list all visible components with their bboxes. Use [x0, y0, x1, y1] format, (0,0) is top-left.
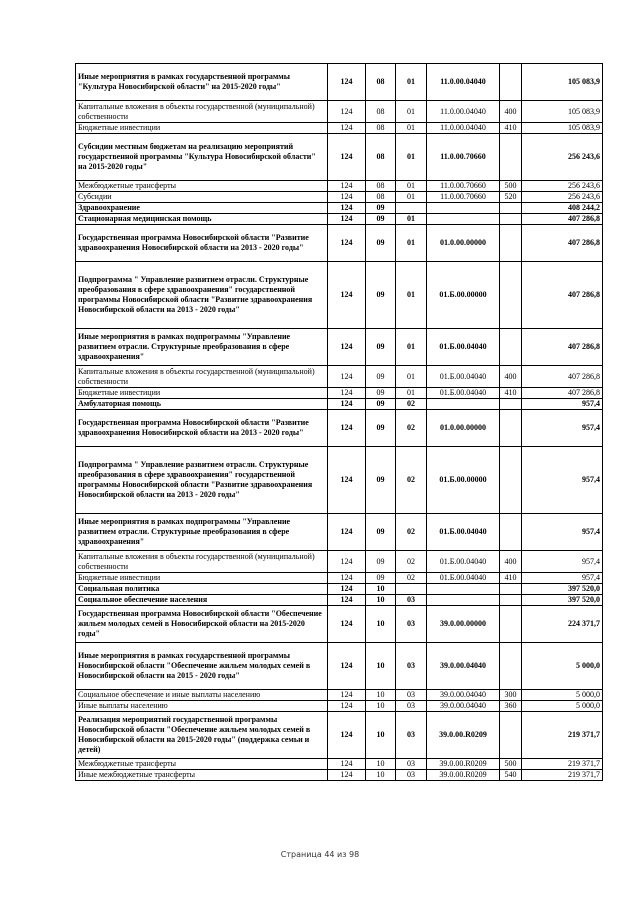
table-row: [76, 329, 603, 366]
row-pr-code: 03: [396, 606, 427, 643]
row-gr-code: 124: [328, 447, 366, 514]
row-amount: 407 286,8: [522, 366, 603, 388]
row-vr-code: [500, 410, 522, 447]
row-vr-code: 300: [500, 690, 522, 701]
row-vr-code: [500, 329, 522, 366]
row-pr-code: [396, 203, 427, 214]
table-row: [76, 770, 603, 781]
row-amount: 224 371,7: [522, 606, 603, 643]
row-rz-code: 09: [366, 366, 396, 388]
row-rz-code: 10: [366, 595, 396, 606]
table-row: [76, 606, 603, 643]
row-rz-code: 09: [366, 514, 396, 551]
row-gr-code: 124: [328, 759, 366, 770]
row-gr-code: 124: [328, 399, 366, 410]
row-amount: 957,4: [522, 573, 603, 584]
row-name: Социальное обеспечение населения: [76, 595, 328, 606]
row-gr-code: 124: [328, 606, 366, 643]
row-pr-code: 01: [396, 101, 427, 123]
row-csr-code: 01.Б.00.04040: [427, 388, 500, 399]
row-vr-code: [500, 399, 522, 410]
row-gr-code: 124: [328, 329, 366, 366]
row-csr-code: 11.0.00.04040: [427, 101, 500, 123]
table-row: [76, 262, 603, 329]
row-vr-code: [500, 64, 522, 101]
row-csr-code: 39.0.00.04040: [427, 643, 500, 690]
row-name: Иные межбюджетные трансферты: [76, 770, 328, 781]
budget-table: [75, 63, 603, 781]
row-gr-code: 124: [328, 584, 366, 595]
table-row: [76, 123, 603, 134]
row-csr-code: 01.0.00.00000: [427, 410, 500, 447]
row-gr-code: 124: [328, 551, 366, 573]
row-gr-code: 124: [328, 770, 366, 781]
row-rz-code: 09: [366, 399, 396, 410]
row-rz-code: 09: [366, 573, 396, 584]
row-rz-code: 09: [366, 388, 396, 399]
row-vr-code: [500, 262, 522, 329]
row-name: Государственная программа Новосибирской области "Развитие здравоохранения Новосибирской области на 2013 - 2020 годы": [76, 225, 328, 262]
row-amount: 219 371,7: [522, 770, 603, 781]
row-vr-code: [500, 203, 522, 214]
table-row: [76, 690, 603, 701]
row-name: Иные мероприятия в рамках государственной программы "Культура Новосибирской области" на 2015-2020 годы": [76, 64, 328, 101]
row-amount: 407 286,8: [522, 388, 603, 399]
row-pr-code: 01: [396, 64, 427, 101]
row-name: Бюджетные инвестиции: [76, 123, 328, 134]
row-amount: 957,4: [522, 399, 603, 410]
row-csr-code: 39.0.00.04040: [427, 690, 500, 701]
row-pr-code: 02: [396, 573, 427, 584]
table-row: [76, 192, 603, 203]
row-rz-code: 10: [366, 584, 396, 595]
row-csr-code: 39.0.00.04040: [427, 701, 500, 712]
row-pr-code: 01: [396, 181, 427, 192]
table-row: [76, 551, 603, 573]
row-vr-code: 500: [500, 181, 522, 192]
row-rz-code: 09: [366, 329, 396, 366]
table-row: [76, 366, 603, 388]
row-rz-code: 10: [366, 759, 396, 770]
row-rz-code: 10: [366, 701, 396, 712]
row-name: Иные мероприятия в рамках подпрограммы "Управление развитием отрасли. Структурные преобразования в сфере здравоохранения": [76, 514, 328, 551]
table-row: [76, 595, 603, 606]
row-rz-code: 08: [366, 192, 396, 203]
table-row: [76, 101, 603, 123]
table-row: [76, 64, 603, 101]
row-gr-code: 124: [328, 225, 366, 262]
row-amount: 397 520,0: [522, 584, 603, 595]
row-rz-code: 08: [366, 64, 396, 101]
row-csr-code: 11.0.00.70660: [427, 192, 500, 203]
page-footer: Страница 44 из 98: [280, 850, 360, 859]
row-amount: 407 286,8: [522, 214, 603, 225]
row-rz-code: 09: [366, 214, 396, 225]
row-amount: 407 286,8: [522, 225, 603, 262]
table-row: [76, 712, 603, 759]
row-vr-code: 540: [500, 770, 522, 781]
row-name: Иные мероприятия в рамках государственной программы Новосибирской области "Обеспечение жильем молодых семей в Новосибирской области на 2015 - 2020 годы": [76, 643, 328, 690]
row-csr-code: 11.0.00.04040: [427, 123, 500, 134]
row-gr-code: 124: [328, 690, 366, 701]
row-csr-code: [427, 595, 500, 606]
row-name: Бюджетные инвестиции: [76, 388, 328, 399]
row-vr-code: [500, 447, 522, 514]
row-amount: 256 243,6: [522, 192, 603, 203]
row-csr-code: 39.0.00.R0209: [427, 712, 500, 759]
row-rz-code: 10: [366, 712, 396, 759]
row-name: Здравоохранение: [76, 203, 328, 214]
row-gr-code: 124: [328, 514, 366, 551]
table-row: [76, 573, 603, 584]
row-pr-code: 02: [396, 399, 427, 410]
table-row: [76, 514, 603, 551]
row-csr-code: 39.0.00.R0209: [427, 770, 500, 781]
row-rz-code: 10: [366, 690, 396, 701]
row-pr-code: 03: [396, 712, 427, 759]
row-rz-code: 08: [366, 101, 396, 123]
row-rz-code: 09: [366, 447, 396, 514]
table-row: [76, 643, 603, 690]
row-amount: 105 083,9: [522, 64, 603, 101]
row-name: Реализация мероприятий государственной программы Новосибирской области "Обеспечение жильем молодых семей в Новосибирской области на 2015-2020 годы" (поддержка семьи и детей): [76, 712, 328, 759]
row-vr-code: [500, 225, 522, 262]
row-pr-code: 01: [396, 388, 427, 399]
row-csr-code: 01.Б.00.04040: [427, 329, 500, 366]
table-row: [76, 701, 603, 712]
row-vr-code: [500, 134, 522, 181]
row-vr-code: [500, 214, 522, 225]
row-gr-code: 124: [328, 214, 366, 225]
row-amount: 957,4: [522, 514, 603, 551]
row-csr-code: 01.Б.00.04040: [427, 366, 500, 388]
row-name: Стационарная медицинская помощь: [76, 214, 328, 225]
table-row: [76, 203, 603, 214]
row-amount: 5 000,0: [522, 701, 603, 712]
row-amount: 5 000,0: [522, 690, 603, 701]
row-csr-code: 01.Б.00.04040: [427, 551, 500, 573]
row-name: Подпрограмма " Управление развитием отрасли. Структурные преобразования в сфере здравоохранения" государственной программы Новосибирской области "Развитие здравоохранения Новосибирской области на 2013 - 2020 годы": [76, 262, 328, 329]
row-rz-code: 08: [366, 134, 396, 181]
table-row: [76, 399, 603, 410]
row-gr-code: 124: [328, 712, 366, 759]
row-amount: 219 371,7: [522, 759, 603, 770]
row-rz-code: 10: [366, 770, 396, 781]
row-csr-code: 39.0.00.00000: [427, 606, 500, 643]
row-amount: 105 083,9: [522, 123, 603, 134]
row-pr-code: 01: [396, 329, 427, 366]
row-rz-code: 09: [366, 225, 396, 262]
row-gr-code: 124: [328, 181, 366, 192]
row-amount: 397 520,0: [522, 595, 603, 606]
row-amount: 407 286,8: [522, 262, 603, 329]
row-csr-code: 11.0.00.70660: [427, 134, 500, 181]
row-vr-code: 410: [500, 388, 522, 399]
row-gr-code: 124: [328, 101, 366, 123]
row-pr-code: 01: [396, 225, 427, 262]
row-name: Субсидии местным бюджетам на реализацию мероприятий государственной программы "Культура Новосибирской области" на 2015-2020 годы": [76, 134, 328, 181]
row-name: Иные мероприятия в рамках подпрограммы "Управление развитием отрасли. Структурные преобразования в сфере здравоохранения": [76, 329, 328, 366]
row-amount: 256 243,6: [522, 134, 603, 181]
table-row: [76, 225, 603, 262]
row-csr-code: 11.0.00.04040: [427, 64, 500, 101]
row-vr-code: [500, 595, 522, 606]
row-name: Социальная политика: [76, 584, 328, 595]
row-pr-code: 03: [396, 595, 427, 606]
row-rz-code: 09: [366, 551, 396, 573]
row-rz-code: 08: [366, 181, 396, 192]
row-name: Социальное обеспечение и иные выплаты населению: [76, 690, 328, 701]
row-gr-code: 124: [328, 262, 366, 329]
row-csr-code: 01.Б.00.04040: [427, 573, 500, 584]
row-pr-code: 01: [396, 262, 427, 329]
row-pr-code: 01: [396, 192, 427, 203]
row-pr-code: 03: [396, 701, 427, 712]
row-pr-code: 03: [396, 770, 427, 781]
row-pr-code: 03: [396, 759, 427, 770]
row-gr-code: 124: [328, 134, 366, 181]
row-pr-code: 01: [396, 214, 427, 225]
row-csr-code: 01.Б.00.00000: [427, 447, 500, 514]
row-csr-code: 01.Б.00.00000: [427, 262, 500, 329]
row-pr-code: 02: [396, 447, 427, 514]
row-name: Капитальные вложения в объекты государственной (муниципальной) собственности: [76, 551, 328, 573]
table-row: [76, 447, 603, 514]
row-gr-code: 124: [328, 123, 366, 134]
row-pr-code: 03: [396, 690, 427, 701]
row-gr-code: 124: [328, 573, 366, 584]
table-row: [76, 759, 603, 770]
row-vr-code: 410: [500, 573, 522, 584]
row-vr-code: 520: [500, 192, 522, 203]
row-vr-code: [500, 712, 522, 759]
row-name: Субсидии: [76, 192, 328, 203]
row-gr-code: 124: [328, 203, 366, 214]
row-gr-code: 124: [328, 192, 366, 203]
row-rz-code: 08: [366, 123, 396, 134]
row-csr-code: 39.0.00.R0209: [427, 759, 500, 770]
row-gr-code: 124: [328, 366, 366, 388]
row-amount: 407 286,8: [522, 329, 603, 366]
row-vr-code: [500, 606, 522, 643]
row-vr-code: 400: [500, 366, 522, 388]
row-csr-code: 01.Б.00.04040: [427, 514, 500, 551]
table-row: [76, 410, 603, 447]
row-amount: 5 000,0: [522, 643, 603, 690]
row-name: Межбюджетные трансферты: [76, 759, 328, 770]
row-name: Подпрограмма " Управление развитием отрасли. Структурные преобразования в сфере здравоохранения" государственной программы Новосибирской области "Развитие здравоохранения Новосибирской области на 2013 - 2020 годы": [76, 447, 328, 514]
row-rz-code: 10: [366, 606, 396, 643]
row-name: Капитальные вложения в объекты государственной (муниципальной) собственности: [76, 101, 328, 123]
row-rz-code: 10: [366, 643, 396, 690]
row-pr-code: 02: [396, 514, 427, 551]
row-name: Капитальные вложения в объекты государственной (муниципальной) собственности: [76, 366, 328, 388]
table-row: [76, 134, 603, 181]
row-vr-code: 400: [500, 551, 522, 573]
row-rz-code: 09: [366, 262, 396, 329]
row-pr-code: 01: [396, 134, 427, 181]
row-amount: 219 371,7: [522, 712, 603, 759]
row-pr-code: 03: [396, 643, 427, 690]
row-name: Межбюджетные трансферты: [76, 181, 328, 192]
row-csr-code: 01.0.00.00000: [427, 225, 500, 262]
table-row: [76, 584, 603, 595]
row-csr-code: [427, 203, 500, 214]
table-row: [76, 181, 603, 192]
row-amount: 957,4: [522, 447, 603, 514]
row-vr-code: [500, 514, 522, 551]
row-gr-code: 124: [328, 388, 366, 399]
row-pr-code: 02: [396, 410, 427, 447]
row-csr-code: [427, 584, 500, 595]
row-amount: 957,4: [522, 551, 603, 573]
row-rz-code: 09: [366, 410, 396, 447]
row-amount: 105 083,9: [522, 101, 603, 123]
row-vr-code: [500, 584, 522, 595]
row-csr-code: [427, 214, 500, 225]
row-name: Государственная программа Новосибирской области "Обеспечение жильем молодых семей в Новосибирской области на 2015-2020 годы": [76, 606, 328, 643]
row-pr-code: 02: [396, 551, 427, 573]
row-vr-code: 360: [500, 701, 522, 712]
row-vr-code: 410: [500, 123, 522, 134]
row-amount: 256 243,6: [522, 181, 603, 192]
row-gr-code: 124: [328, 643, 366, 690]
row-pr-code: 01: [396, 123, 427, 134]
row-rz-code: 09: [366, 203, 396, 214]
row-gr-code: 124: [328, 701, 366, 712]
row-gr-code: 124: [328, 410, 366, 447]
table-body: [76, 64, 603, 781]
table-row: [76, 214, 603, 225]
row-name: Иные выплаты населению: [76, 701, 328, 712]
row-gr-code: 124: [328, 64, 366, 101]
row-vr-code: 500: [500, 759, 522, 770]
row-pr-code: 01: [396, 366, 427, 388]
row-name: Бюджетные инвестиции: [76, 573, 328, 584]
row-csr-code: [427, 399, 500, 410]
table-row: [76, 388, 603, 399]
row-amount: 408 244,2: [522, 203, 603, 214]
row-name: Государственная программа Новосибирской области "Развитие здравоохранения Новосибирской области на 2013 - 2020 годы": [76, 410, 328, 447]
row-name: Амбулаторная помощь: [76, 399, 328, 410]
row-vr-code: 400: [500, 101, 522, 123]
row-pr-code: [396, 584, 427, 595]
row-gr-code: 124: [328, 595, 366, 606]
row-csr-code: 11.0.00.70660: [427, 181, 500, 192]
row-vr-code: [500, 643, 522, 690]
row-amount: 957,4: [522, 410, 603, 447]
